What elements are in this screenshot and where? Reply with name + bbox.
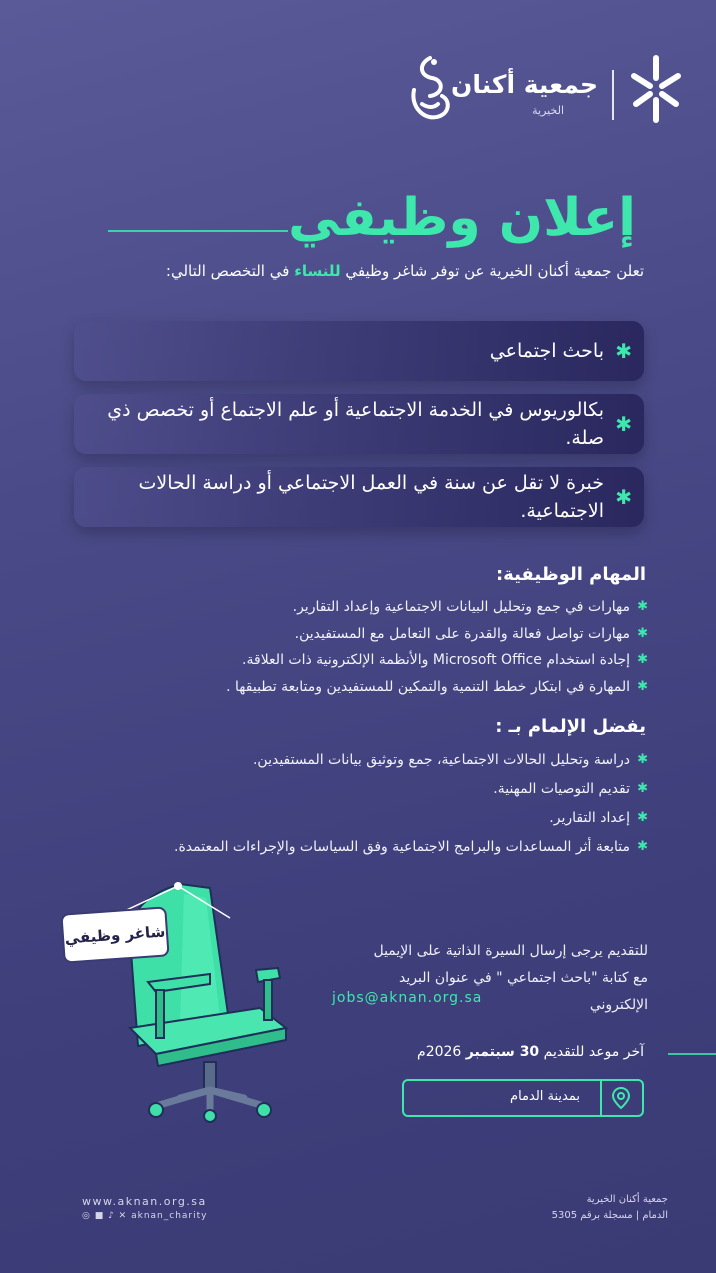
page-title: إعلان وظيفي (288, 188, 636, 248)
bullet-star-icon: ✱ (615, 339, 632, 363)
intro-before: تعلن جمعية أكنان الخيرية عن توفر شاغر وظيفي (340, 262, 644, 280)
list-item: ✱ تقديم التوصيات المهنية. (148, 775, 648, 803)
bullet-star-icon: ✱ (637, 810, 648, 825)
list-item: ✱ المهارة في ابتكار خطط التنمية والتمكين للمستفيدين ومتابعة تطبيقها . (48, 674, 648, 701)
bullet-star-icon: ✱ (615, 412, 632, 436)
vacancy-sign: شاغر وظيفي (60, 906, 169, 963)
deadline-line (668, 1053, 716, 1055)
star-logo-icon (628, 52, 684, 126)
logo-divider (612, 70, 614, 120)
footer-org: جمعية أكنان الخيرية (586, 1194, 668, 1205)
bullet-star-icon: ✱ (637, 625, 648, 641)
requirement-card-2 (74, 394, 644, 454)
list-item: ✱ مهارات في جمع وتحليل البيانات الاجتماعية وإعداد التقارير. (48, 594, 648, 621)
apply-line-3: الإلكتروني (589, 997, 648, 1013)
tasks-list (48, 594, 648, 700)
location-pin-wrap (600, 1081, 642, 1115)
bullet-star-icon: ✱ (637, 678, 648, 694)
social-icons: ◎ ■ ♪ ✕ (82, 1211, 132, 1221)
requirement-text: خبرة لا تقل عن سنة في العمل الاجتماعي أو دراسة الحالات الاجتماعية. (138, 472, 604, 522)
email-link[interactable]: jobs@aknan.org.sa (332, 990, 483, 1006)
requirement-text: باحث اجتماعي (489, 340, 604, 362)
org-name: جمعية أكنان (451, 70, 598, 99)
footer-registration: الدمام | مسجلة برقم 5305 (551, 1210, 668, 1221)
requirement-card-1 (74, 321, 644, 381)
org-subtitle: الخيرية (532, 104, 564, 117)
apply-instructions (318, 938, 648, 1019)
intro-text (166, 262, 644, 280)
list-item: ✱ دراسة وتحليل الحالات الاجتماعية، جمع وتوثيق بيانات المستفيدين. (148, 746, 648, 774)
tasks-title: المهام الوظيفية: (495, 564, 646, 585)
list-item: ✱ إعداد التقارير. (148, 804, 648, 832)
preferred-list (148, 746, 648, 862)
requirement-card-3 (74, 467, 644, 527)
bullet-star-icon: ✱ (637, 781, 648, 796)
deadline-date: 30 سبتمبر (465, 1044, 540, 1060)
location-box (402, 1079, 644, 1117)
list-item: ✱ متابعة أثر المساعدات والبرامج الاجتماعية وفق السياسات والإجراءات المعتمدة. (148, 833, 648, 861)
list-item: ✱ مهارات تواصل فعالة والقدرة على التعامل مع المستفيدين. (48, 621, 648, 648)
location-text: بمدينة الدمام (510, 1089, 580, 1104)
intro-after: في التخصص التالي: (165, 262, 295, 280)
footer-url[interactable]: www.aknan.org.sa (82, 1195, 207, 1208)
footer-social (82, 1211, 207, 1221)
location-pin-icon (611, 1087, 631, 1109)
calligraphy-logo-icon (400, 50, 460, 130)
bullet-star-icon: ✱ (637, 599, 648, 614)
bullet-star-icon: ✱ (637, 752, 648, 767)
bullet-star-icon: ✱ (637, 652, 648, 667)
title-underline (108, 230, 288, 232)
apply-line-1: للتقديم يرجى إرسال السيرة الذاتية على الإيميل (373, 943, 648, 959)
deadline-text: آخر موعد للتقديم 30 سبتمبر 2026م (417, 1044, 644, 1060)
apply-line-2: مع كتابة "باحث اجتماعي " في عنوان البريد (399, 970, 648, 986)
bullet-star-icon: ✱ (637, 839, 648, 854)
list-item: ✱ إجادة استخدام Microsoft Office والأنظمة الإلكترونية ذات العلاقة. (48, 647, 648, 674)
preferred-title: يفضل الإلمام بـ : (495, 716, 646, 737)
bullet-star-icon: ✱ (615, 485, 632, 509)
intro-highlight: للنساء (294, 262, 341, 280)
requirement-text: بكالوريوس في الخدمة الاجتماعية أو علم الاجتماع أو تخصص ذي صلة. (107, 399, 604, 449)
social-handle: aknan_charity (131, 1211, 208, 1221)
